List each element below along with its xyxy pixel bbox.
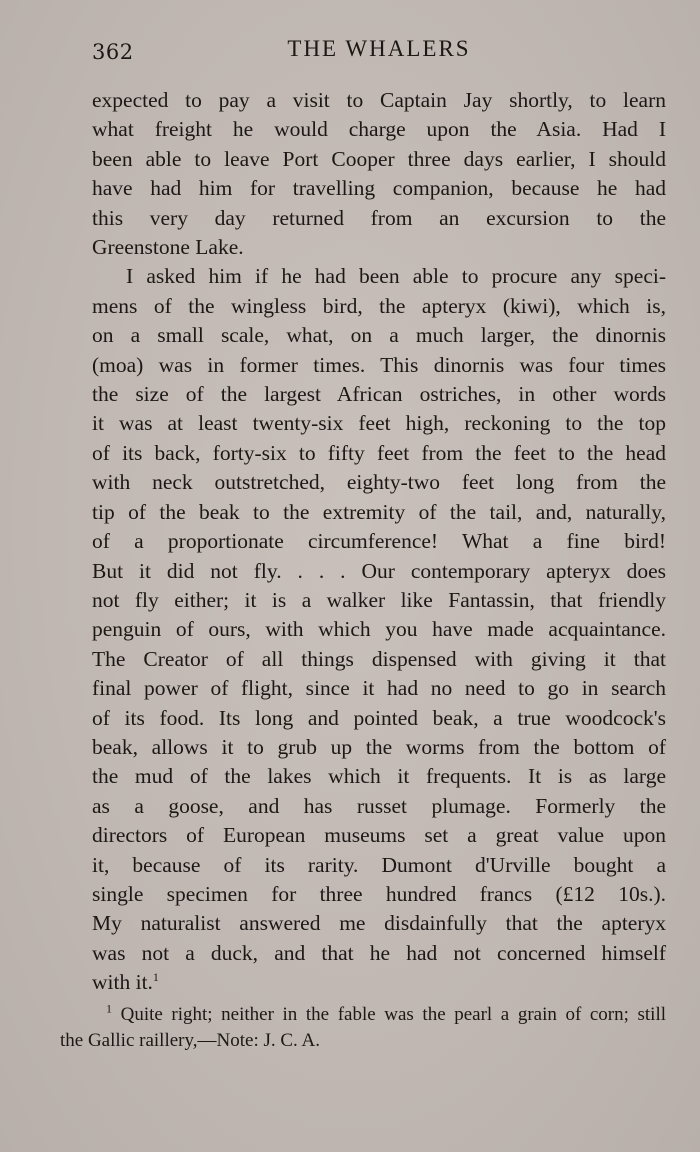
text-line: Greenstone Lake.: [92, 235, 244, 260]
text-line-final: [92, 968, 666, 997]
text-line: with neck outstretched, eighty-two feet long from the: [92, 470, 666, 495]
footnote: [60, 1002, 666, 1054]
text-line: what freight he would charge upon the Asia. Had I: [92, 117, 666, 142]
text-line: expected to pay a visit to Captain Jay shortly, to learn: [92, 88, 666, 112]
text-line: mens of the wingless bird, the apteryx (kiwi), which is,: [92, 293, 666, 318]
text-line: final power of flight, since it had no need to go in search: [92, 676, 666, 701]
body-text: [92, 86, 666, 998]
paragraph-2: [92, 262, 666, 997]
final-line-text: with it.: [92, 970, 153, 995]
text-line: this very day returned from an excursion to the: [92, 205, 666, 230]
text-line: have had him for travelling companion, because he had: [92, 176, 666, 201]
text-line: of its back, forty-six to fifty feet from the feet to the head: [92, 440, 666, 465]
paragraph-1: [92, 86, 666, 262]
running-head: [92, 36, 666, 70]
footnote-line: the Gallic raillery,—Note: J. C. A.: [60, 1030, 320, 1051]
text-line: of a proportionate circumference! What a fine bird!: [92, 529, 666, 554]
text-line: The Creator of all things dispensed with giving it that: [92, 646, 666, 671]
text-line: But it did not fly. . . . Our contemporary apteryx does: [92, 558, 666, 583]
footnote-line: [60, 1002, 666, 1028]
footnote-text: Quite right; neither in the fable was the pearl a grain of corn; still: [120, 1004, 667, 1025]
text-line: (moa) was in former times. This dinornis was four times: [92, 352, 666, 377]
text-line: directors of European museums set a great value upon: [92, 823, 666, 848]
text-line: the size of the largest African ostriches, in other words: [92, 382, 666, 407]
page-number: 362: [92, 40, 134, 64]
text-line: tip of the beak to the extremity of the tail, and, naturally,: [92, 499, 666, 524]
text-line: on a small scale, what, on a much larger, the dinornis: [92, 323, 666, 348]
text-line: the mud of the lakes which it frequents. It is as large: [92, 764, 666, 789]
footnote-marker: 1: [106, 1001, 112, 1016]
text-line: My naturalist answered me disdainfully that the apteryx: [92, 911, 666, 936]
text-line: it, because of its rarity. Dumont d'Urville bought a: [92, 852, 666, 877]
text-line: penguin of ours, with which you have made acquaintance.: [92, 617, 666, 642]
text-line: I asked him if he had been able to procure any speci-: [126, 264, 666, 289]
text-line: single specimen for three hundred francs (£12 10s.).: [92, 881, 666, 906]
text-line: been able to leave Port Cooper three days earlier, I should: [92, 146, 666, 171]
text-line: of its food. Its long and pointed beak, a true woodcock's: [92, 705, 666, 730]
text-line: beak, allows it to grub up the worms from the bottom of: [92, 734, 666, 759]
text-line: as a goose, and has russet plumage. Formerly the: [92, 793, 666, 818]
running-title: THE WHALERS: [287, 36, 471, 61]
text-line: was not a duck, and that he had not concerned himself: [92, 940, 666, 965]
text-line: it was at least twenty-six feet high, reckoning to the top: [92, 411, 666, 436]
footnote-reference[interactable]: 1: [152, 970, 159, 985]
text-line: not fly either; it is a walker like Fantassin, that friendly: [92, 587, 666, 612]
